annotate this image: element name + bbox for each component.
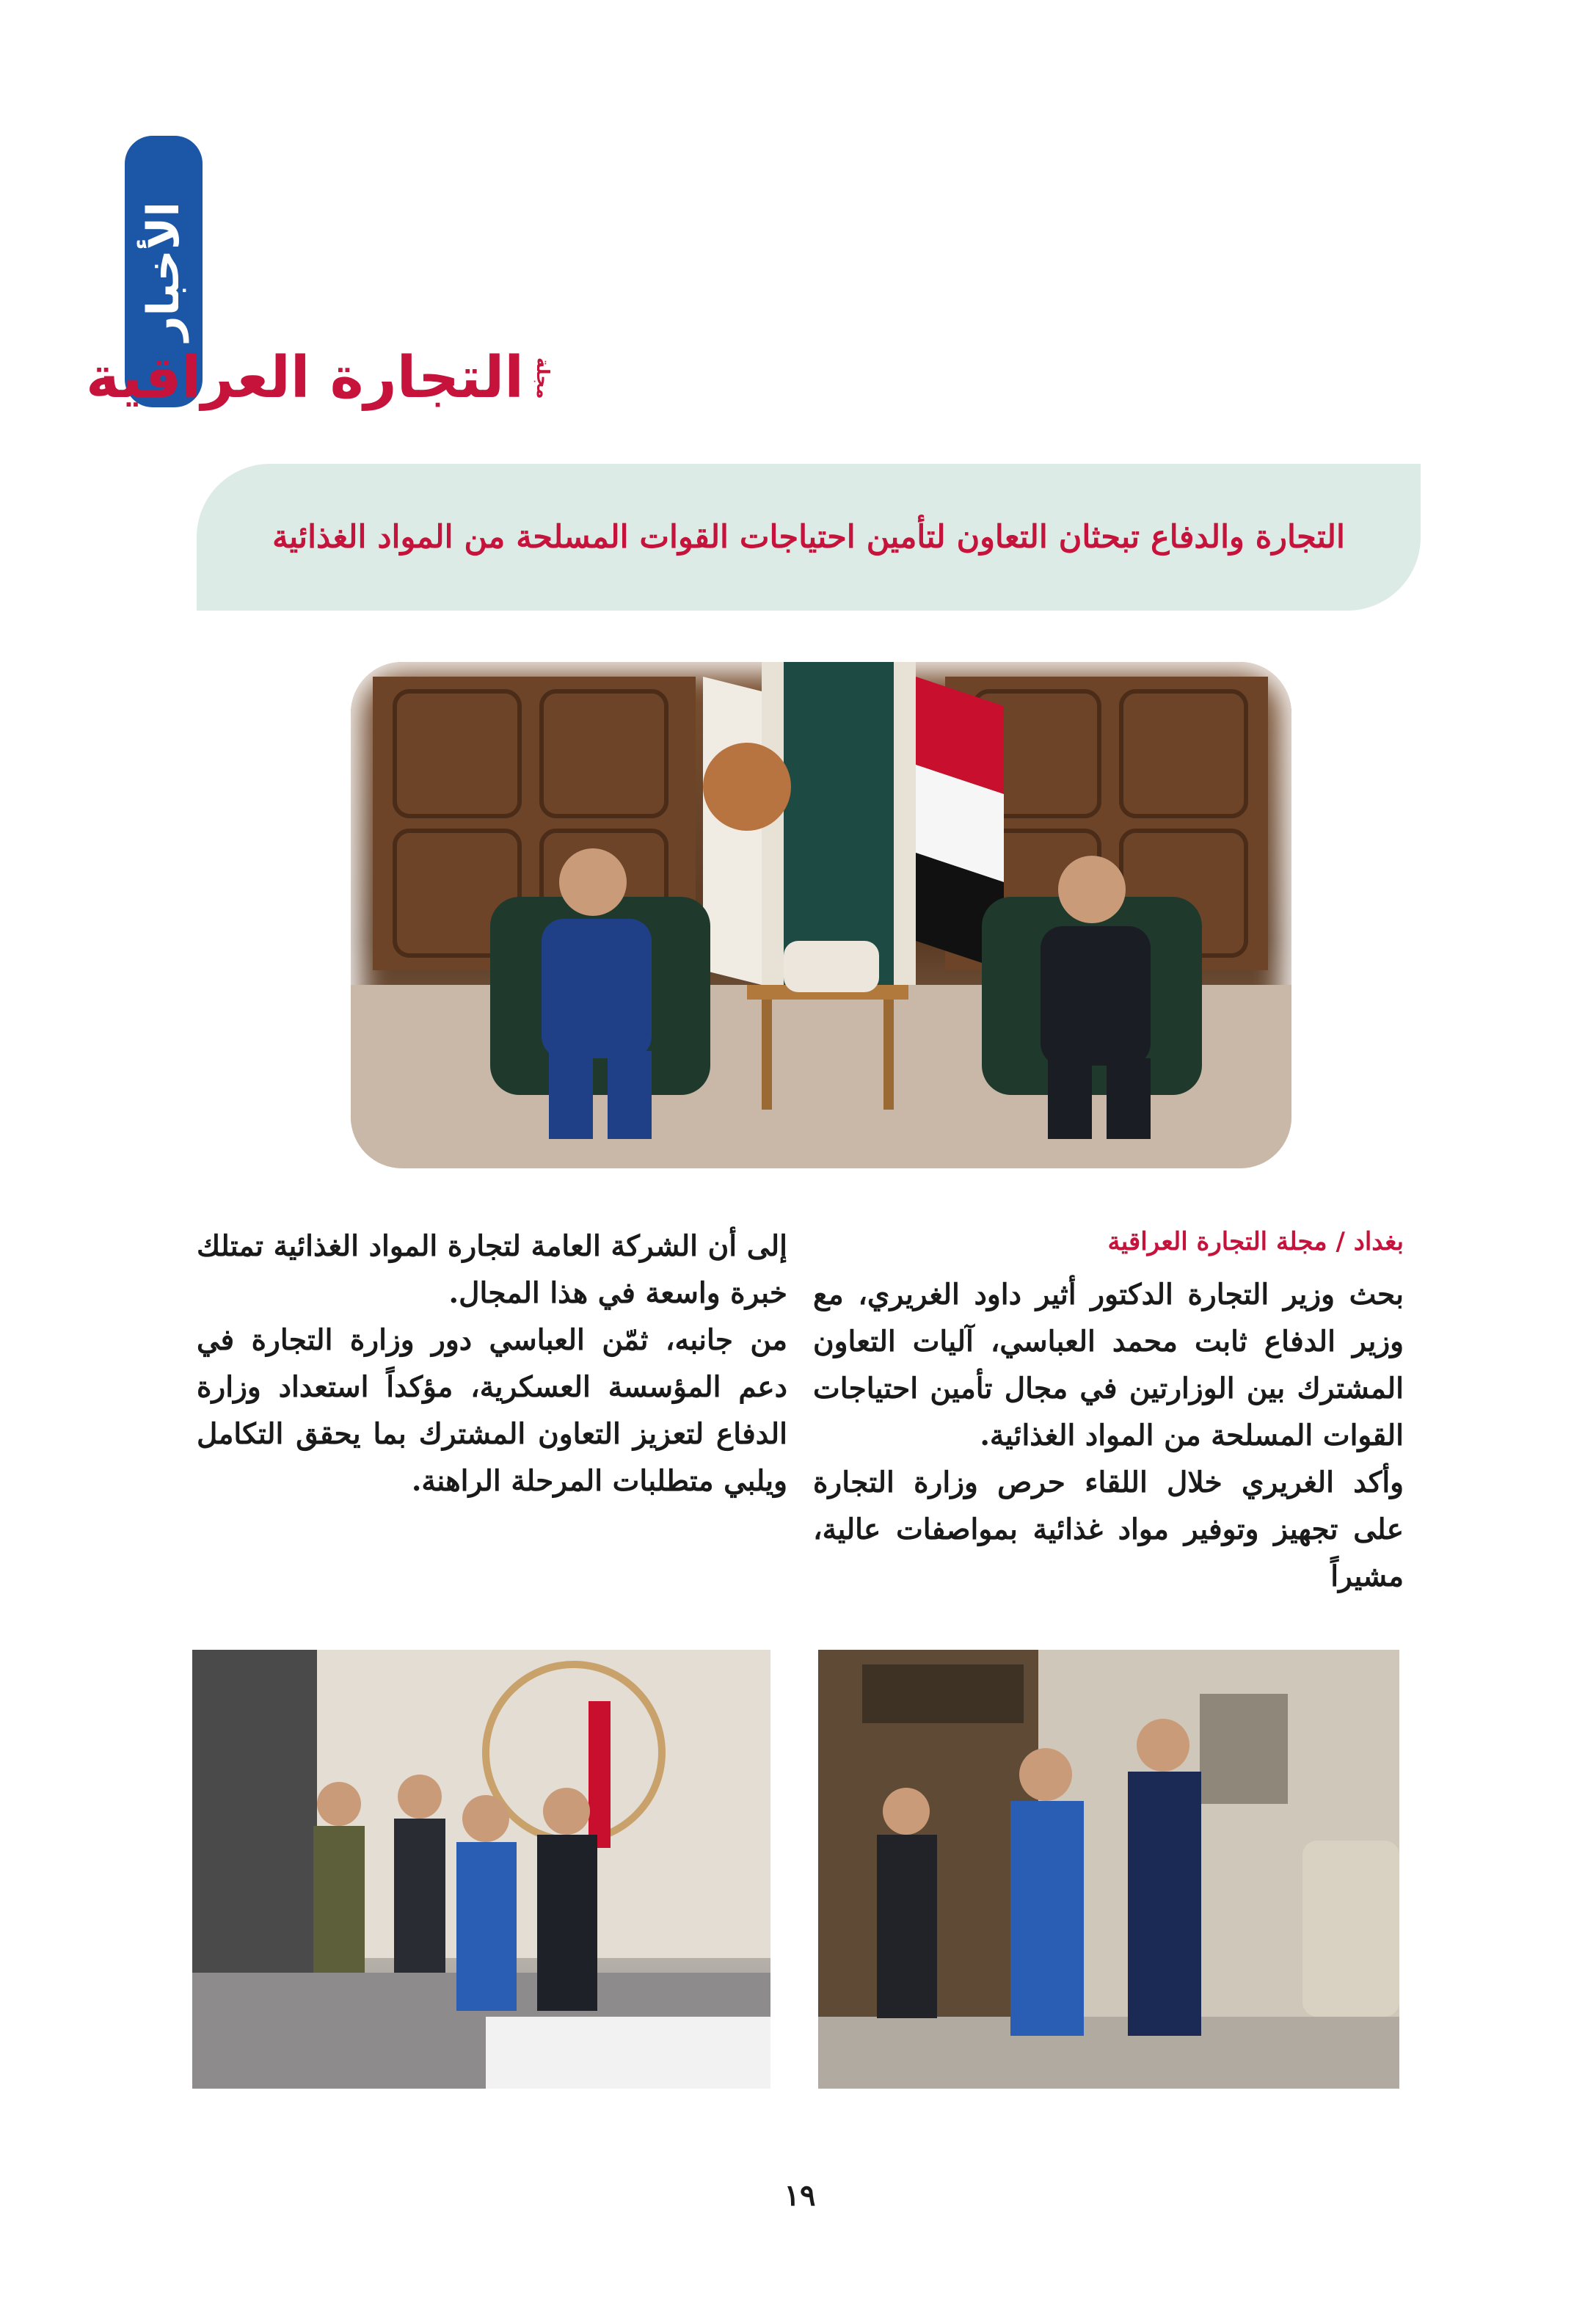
article-column-right [813,1223,1404,1600]
hall-photo-illustration [192,1650,770,2089]
section-tab-label: الأخبار [138,201,189,342]
meeting-photo-illustration [351,662,1291,1168]
logo-main-text: التجارة العراقية [86,345,524,411]
magazine-logo [86,338,553,418]
headline-banner [197,464,1421,611]
article-paragraph: بحث وزير التجارة الدكتور أثير داود الغريري، مع وزير الدفاع ثابت محمد العباسي، آليات التعاون المشترك بين الوزارتين في مجال تأمين احتياجات القوات المسلحة من المواد الغذائية. [813,1278,1404,1452]
article-paragraph: إلى أن الشركة العامة لتجارة المواد الغذائية تمتلك خبرة واسعة في هذا المجال. [197,1229,787,1310]
entrance-photo-illustration [818,1650,1399,2089]
article-column-left [197,1223,787,1504]
walking-photo-entrance [818,1650,1399,2089]
article-byline: بغداد / مجلة التجارة العراقية [1107,1227,1404,1256]
main-photo [351,662,1291,1168]
group-photo-hall [192,1650,770,2089]
logo-small-text: مجلة [533,357,553,399]
article-paragraph: من جانبه، ثمّن العباسي دور وزارة التجارة في دعم المؤسسة العسكرية، مؤكداً استعداد وزارة الدفاع لتعزيز التعاون المشترك بما يحقق التكامل ويلبي متطلبات المرحلة الراهنة. [197,1323,787,1498]
article-paragraph: وأكد الغريري خلال اللقاء حرص وزارة التجارة على تجهيز وتوفير مواد غذائية بمواصفات عالية، مشيراً [813,1466,1404,1593]
page-number: ١٩ [784,2178,816,2213]
article-title: التجارة والدفاع تبحثان التعاون لتأمين احتياجات القوات المسلحة من المواد الغذائية [272,519,1345,556]
